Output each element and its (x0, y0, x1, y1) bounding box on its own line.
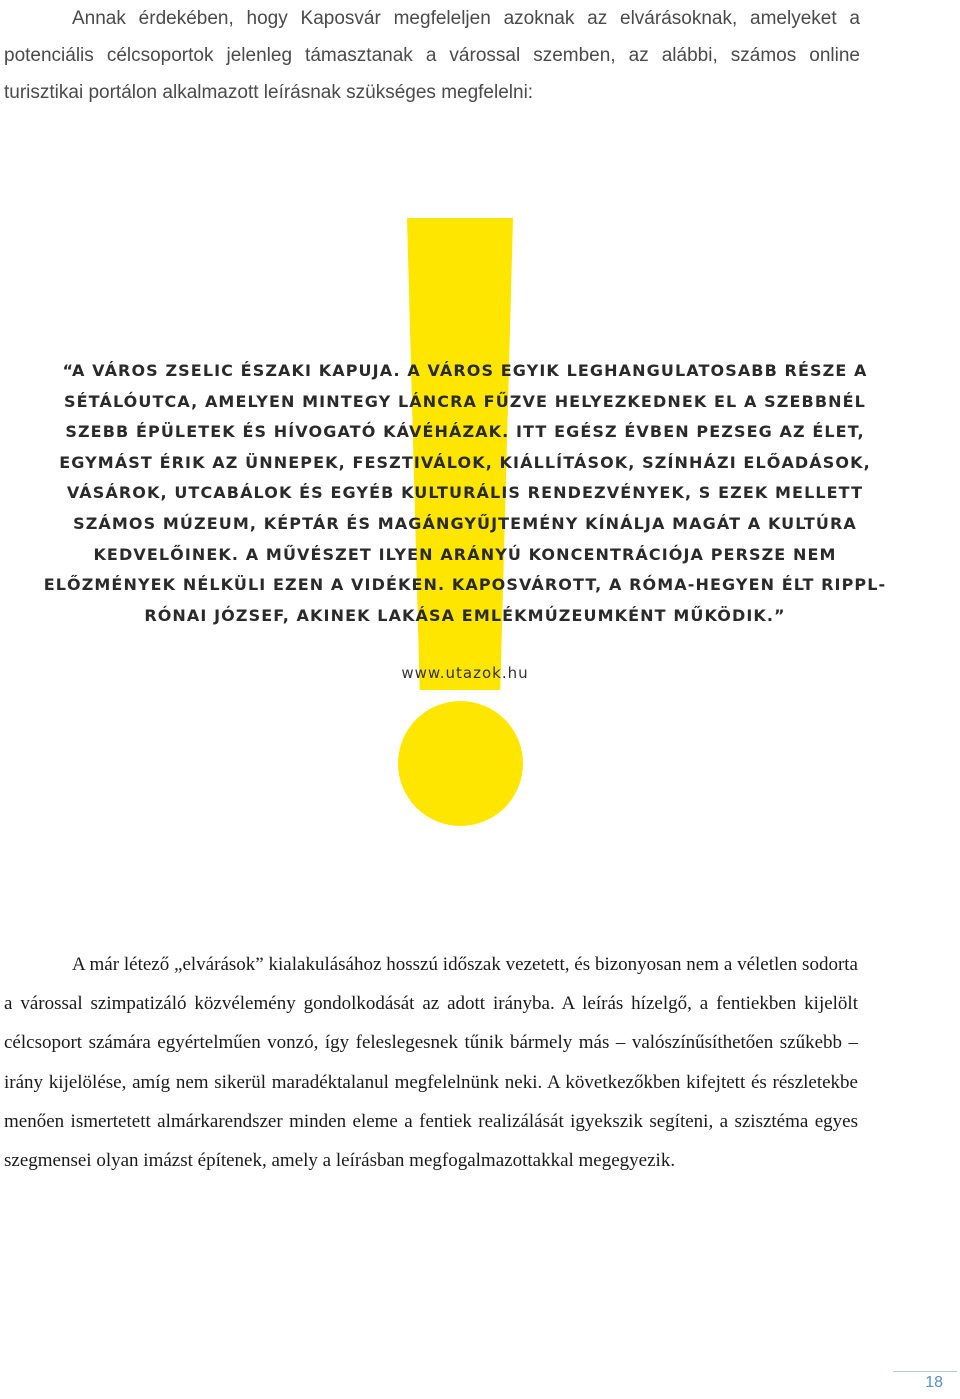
quote-text: “A VÁROS ZSELIC ÉSZAKI KAPUJA. A VÁROS EGYIK LEGHANGULATOSABB RÉSZE A SÉTÁLÓUTCA, AMELYEN MINTEGY LÁNCRA FŰZVE HELYEZKEDNEK EL A SZEBBNÉL SZEBB ÉPÜLETEK ÉS HÍVOGATÓ KÁVÉHÁZAK. ITT EGÉSZ ÉVBEN PEZSEG AZ ÉLET, EGYMÁST ÉRIK AZ ÜNNEPEK, FESZTIVÁLOK, KIÁLLÍTÁSOK, SZÍNHÁZI ELŐADÁSOK, VÁSÁROK, UTCABÁLOK ÉS EGYÉB KULTURÁLIS RENDEZVÉNYEK, S EZEK MELLETT SZÁMOS MÚZEUM, KÉPTÁR ÉS MAGÁNGYŰJTEMÉNY KÍNÁLJA MAGÁT A KULTÚRA KEDVELŐINEK. A MŰVÉSZET ILYEN ARÁNYÚ KONCENTRÁCIÓJA PERSZE NEM ELŐZMÉNYEK NÉLKÜLI EZEN A VIDÉKEN. KAPOSVÁROTT, A RÓMA-HEGYEN ÉLT RIPPL-RÓNAI JÓZSEF, AKINEK LAKÁSA EMLÉKMÚZEUMKÉNT MŰKÖDIK.” (43, 361, 887, 625)
page-number: 18 (925, 1374, 943, 1391)
quote-source-url: www.utazok.hu (401, 664, 529, 682)
exclamation-dot-shape (398, 701, 523, 826)
body-paragraph: A már létező „elvárások” kialakulásához hosszú időszak vezetett, és bizonyosan nem a véletlen sodorta a várossal szimpatizáló közvélemény gondolkodását az adott irányba. A leírás hízelgő, a fentiekben kijelölt célcsoport számára egyértelműen vonzó, így feleslegesnek tűnik bármely más – valószínűsíthetően szűkebb – irány kijelölése, amíg nem sikerül maradéktalanul megfelelnünk neki. A következőkben kifejtett és részletekbe menően ismertetett almárkarendszer minden eleme a fentiek realizálását igyekszik segíteni, a szisztéma egyes szegmensei olyan imázst építenek, amely a leírásban megfogalmazottakkal megegyezik. (4, 954, 858, 1172)
page-number-divider (893, 1371, 957, 1372)
intro-paragraph: Annak érdekében, hogy Kaposvár megfeleljen azoknak az elvárásoknak, amelyeket a potenciális célcsoportok jelenleg támasztanak a várossal szemben, az alábbi, számos online turisztikai portálon alkalmazott leírásnak szükséges megfelelni: (4, 8, 860, 103)
